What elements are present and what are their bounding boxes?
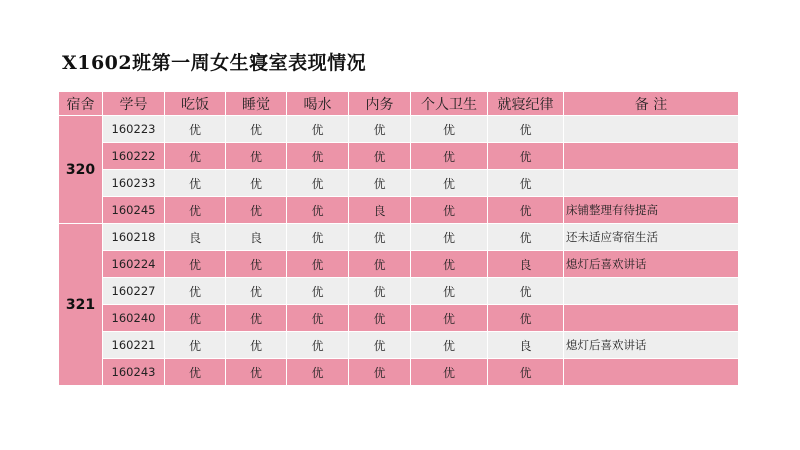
student-id-cell: 160218 bbox=[103, 224, 165, 251]
eat-cell: 良 bbox=[165, 224, 226, 251]
hygiene-cell: 优 bbox=[411, 143, 488, 170]
eat-cell: 优 bbox=[165, 305, 226, 332]
discipline-cell: 良 bbox=[488, 332, 564, 359]
dorm-performance-table bbox=[58, 91, 739, 386]
hygiene-cell: 优 bbox=[411, 197, 488, 224]
housework-cell: 良 bbox=[349, 197, 411, 224]
student-id-cell: 160221 bbox=[103, 332, 165, 359]
housework-cell: 优 bbox=[349, 251, 411, 278]
discipline-cell: 优 bbox=[488, 116, 564, 143]
sleep-cell: 优 bbox=[226, 359, 287, 386]
table-row bbox=[59, 170, 739, 197]
note-cell bbox=[564, 278, 739, 305]
drink-cell: 优 bbox=[287, 197, 349, 224]
sleep-cell: 优 bbox=[226, 143, 287, 170]
drink-cell: 优 bbox=[287, 224, 349, 251]
student-id-cell: 160233 bbox=[103, 170, 165, 197]
drink-cell: 优 bbox=[287, 116, 349, 143]
header-housework: 内务 bbox=[349, 92, 411, 116]
hygiene-cell: 优 bbox=[411, 278, 488, 305]
drink-cell: 优 bbox=[287, 305, 349, 332]
sleep-cell: 优 bbox=[226, 170, 287, 197]
housework-cell: 优 bbox=[349, 278, 411, 305]
discipline-cell: 良 bbox=[488, 251, 564, 278]
drink-cell: 优 bbox=[287, 251, 349, 278]
header-notes: 备 注 bbox=[564, 92, 739, 116]
header-discipline: 就寝纪律 bbox=[488, 92, 564, 116]
eat-cell: 优 bbox=[165, 332, 226, 359]
page-title: X1602班第一周女生寝室表现情况 bbox=[62, 52, 367, 74]
discipline-cell: 优 bbox=[488, 170, 564, 197]
sleep-cell: 优 bbox=[226, 332, 287, 359]
table-row bbox=[59, 305, 739, 332]
student-id-cell: 160240 bbox=[103, 305, 165, 332]
housework-cell: 优 bbox=[349, 116, 411, 143]
note-cell: 熄灯后喜欢讲话 bbox=[564, 251, 739, 278]
eat-cell: 优 bbox=[165, 251, 226, 278]
student-id-cell: 160224 bbox=[103, 251, 165, 278]
discipline-cell: 优 bbox=[488, 197, 564, 224]
table-row bbox=[59, 143, 739, 170]
hygiene-cell: 优 bbox=[411, 332, 488, 359]
hygiene-cell: 优 bbox=[411, 224, 488, 251]
discipline-cell: 优 bbox=[488, 224, 564, 251]
table-body bbox=[59, 116, 739, 386]
header-sleeping: 睡觉 bbox=[226, 92, 287, 116]
sleep-cell: 优 bbox=[226, 278, 287, 305]
housework-cell: 优 bbox=[349, 143, 411, 170]
student-id-cell: 160243 bbox=[103, 359, 165, 386]
student-id-cell: 160223 bbox=[103, 116, 165, 143]
note-cell: 床铺整理有待提高 bbox=[564, 197, 739, 224]
note-cell bbox=[564, 143, 739, 170]
note-cell bbox=[564, 170, 739, 197]
student-id-cell: 160227 bbox=[103, 278, 165, 305]
hygiene-cell: 优 bbox=[411, 305, 488, 332]
student-id-cell: 160245 bbox=[103, 197, 165, 224]
housework-cell: 优 bbox=[349, 332, 411, 359]
student-id-cell: 160222 bbox=[103, 143, 165, 170]
housework-cell: 优 bbox=[349, 359, 411, 386]
hygiene-cell: 优 bbox=[411, 251, 488, 278]
table-row bbox=[59, 197, 739, 224]
discipline-cell: 优 bbox=[488, 305, 564, 332]
drink-cell: 优 bbox=[287, 170, 349, 197]
discipline-cell: 优 bbox=[488, 278, 564, 305]
dorm-room-cell: 320 bbox=[59, 116, 103, 224]
dorm-room-cell: 321 bbox=[59, 224, 103, 386]
hygiene-cell: 优 bbox=[411, 359, 488, 386]
note-cell: 熄灯后喜欢讲话 bbox=[564, 332, 739, 359]
note-cell: 还未适应寄宿生活 bbox=[564, 224, 739, 251]
note-cell bbox=[564, 359, 739, 386]
note-cell bbox=[564, 116, 739, 143]
eat-cell: 优 bbox=[165, 359, 226, 386]
drink-cell: 优 bbox=[287, 332, 349, 359]
discipline-cell: 优 bbox=[488, 143, 564, 170]
housework-cell: 优 bbox=[349, 224, 411, 251]
sleep-cell: 优 bbox=[226, 197, 287, 224]
drink-cell: 优 bbox=[287, 278, 349, 305]
sleep-cell: 良 bbox=[226, 224, 287, 251]
table-row bbox=[59, 116, 739, 143]
housework-cell: 优 bbox=[349, 170, 411, 197]
header-drinking: 喝水 bbox=[287, 92, 349, 116]
table-row bbox=[59, 224, 739, 251]
discipline-cell: 优 bbox=[488, 359, 564, 386]
eat-cell: 优 bbox=[165, 278, 226, 305]
table-row bbox=[59, 359, 739, 386]
hygiene-cell: 优 bbox=[411, 116, 488, 143]
table-row bbox=[59, 278, 739, 305]
header-eating: 吃饭 bbox=[165, 92, 226, 116]
hygiene-cell: 优 bbox=[411, 170, 488, 197]
table-row bbox=[59, 251, 739, 278]
eat-cell: 优 bbox=[165, 197, 226, 224]
eat-cell: 优 bbox=[165, 116, 226, 143]
note-cell bbox=[564, 305, 739, 332]
eat-cell: 优 bbox=[165, 170, 226, 197]
sleep-cell: 优 bbox=[226, 305, 287, 332]
sleep-cell: 优 bbox=[226, 251, 287, 278]
table-row bbox=[59, 332, 739, 359]
header-dorm: 宿舍 bbox=[59, 92, 103, 116]
drink-cell: 优 bbox=[287, 359, 349, 386]
sleep-cell: 优 bbox=[226, 116, 287, 143]
header-hygiene: 个人卫生 bbox=[411, 92, 488, 116]
eat-cell: 优 bbox=[165, 143, 226, 170]
housework-cell: 优 bbox=[349, 305, 411, 332]
drink-cell: 优 bbox=[287, 143, 349, 170]
header-student-id: 学号 bbox=[103, 92, 165, 116]
table-header-row bbox=[59, 92, 739, 116]
